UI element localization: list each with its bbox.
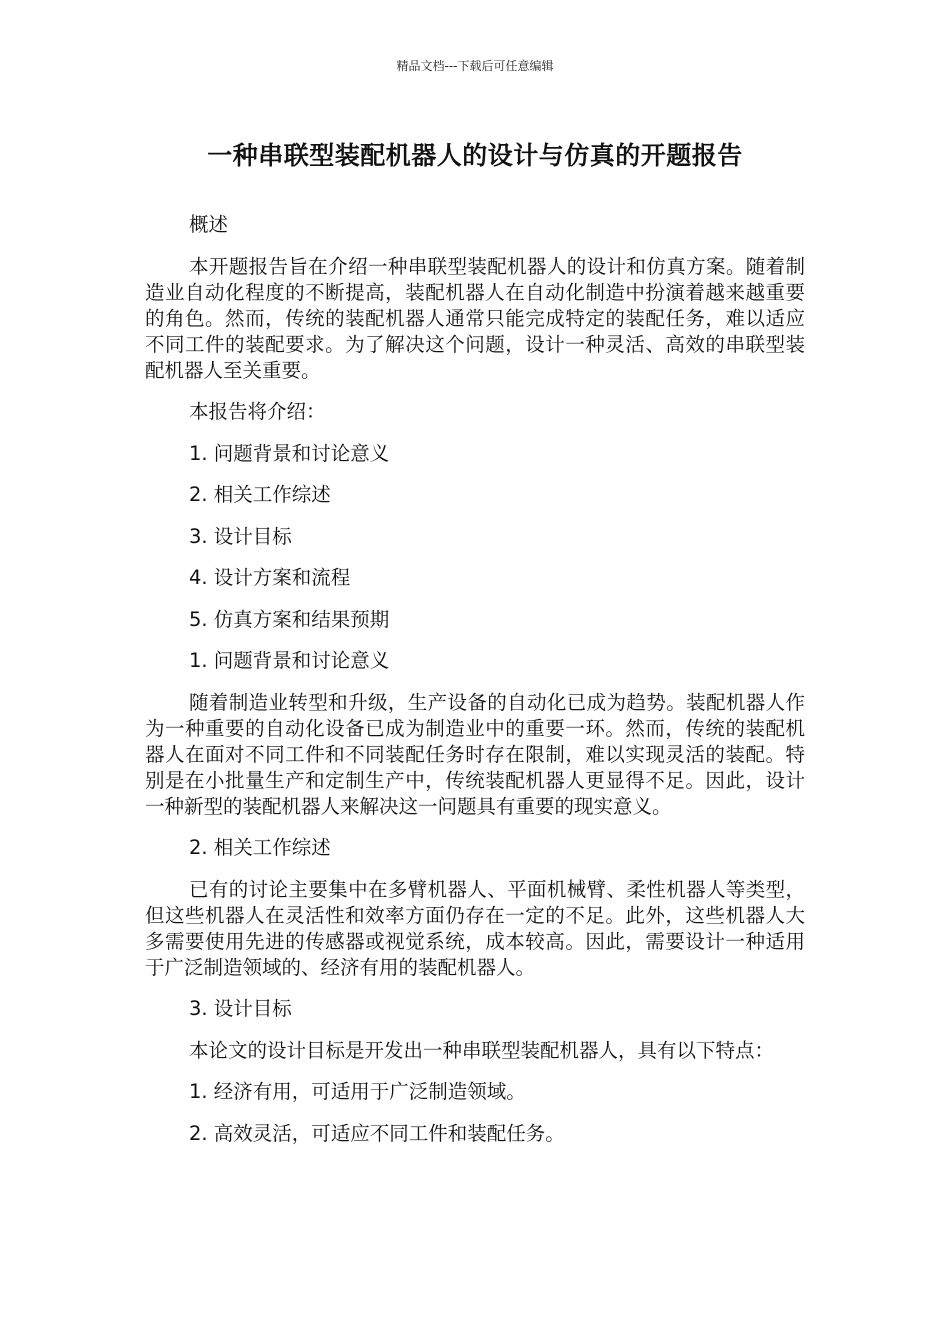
paragraph-design-goals: 本论文的设计目标是开发出一种串联型装配机器人，具有以下特点： xyxy=(189,1038,775,1062)
paragraph-outline-lead: 本报告将介绍： xyxy=(189,400,326,423)
document-title: 一种串联型装配机器人的设计与仿真的开题报告 xyxy=(207,141,743,170)
section-heading-related-work: 2. 相关工作综述 xyxy=(189,836,331,859)
section-heading-background: 1. 问题背景和讨论意义 xyxy=(189,649,390,672)
paragraph-intro: 本开题报告旨在介绍一种串联型装配机器人的设计和仿真方案。随着制造业自动化程度的不断提高，装配机器人在自动化制造中扮演着越来越重要的角色。然而，传统的装配机器人通常只能完成特定的装配任务，难以适应不同工件的装配要求。为了解决这个问题，设计一种灵活、高效的串联型装配机器人至关重要。 xyxy=(145,254,805,382)
outline-item-4: 4. 设计方案和流程 xyxy=(189,566,351,589)
paragraph-overview-heading: 概述 xyxy=(189,213,229,236)
outline-item-1: 1. 问题背景和讨论意义 xyxy=(189,441,390,465)
goal-item-1: 1. 经济有用，可适用于广泛制造领域。 xyxy=(189,1080,526,1103)
paragraph-background: 随着制造业转型和升级，生产设备的自动化已成为趋势。装配机器人作为一种重要的自动化设备已成为制造业中的重要一环。然而，传统的装配机器人在面对不同工件和不同装配任务时存在限制，难以实现灵活的装配。特别是在小批量生产和定制生产中，传统装配机器人更显得不足。因此，设计一种新型的装配机器人来解决这一问题具有重要的现实意义。 xyxy=(145,690,805,818)
outline-item-5: 5. 仿真方案和结果预期 xyxy=(189,607,390,631)
outline-item-2: 2. 相关工作综述 xyxy=(189,483,331,506)
outline-item-3: 3. 设计目标 xyxy=(189,524,292,548)
paragraph-related-work: 已有的讨论主要集中在多臂机器人、平面机械臂、柔性机器人等类型，但这些机器人在灵活性和效率方面仍存在一定的不足。此外，这些机器人大多需要使用先进的传感器或视觉系统，成本较高。因此，需要设计一种适用于广泛制造领域的、经济有用的装配机器人。 xyxy=(145,877,805,979)
section-heading-design-goals: 3. 设计目标 xyxy=(189,997,292,1020)
goal-item-2: 2. 高效灵活，可适应不同工件和装配任务。 xyxy=(189,1121,565,1145)
document-body xyxy=(145,212,805,1162)
page-header-watermark: 精品文档---下载后可任意编辑 xyxy=(396,59,554,73)
